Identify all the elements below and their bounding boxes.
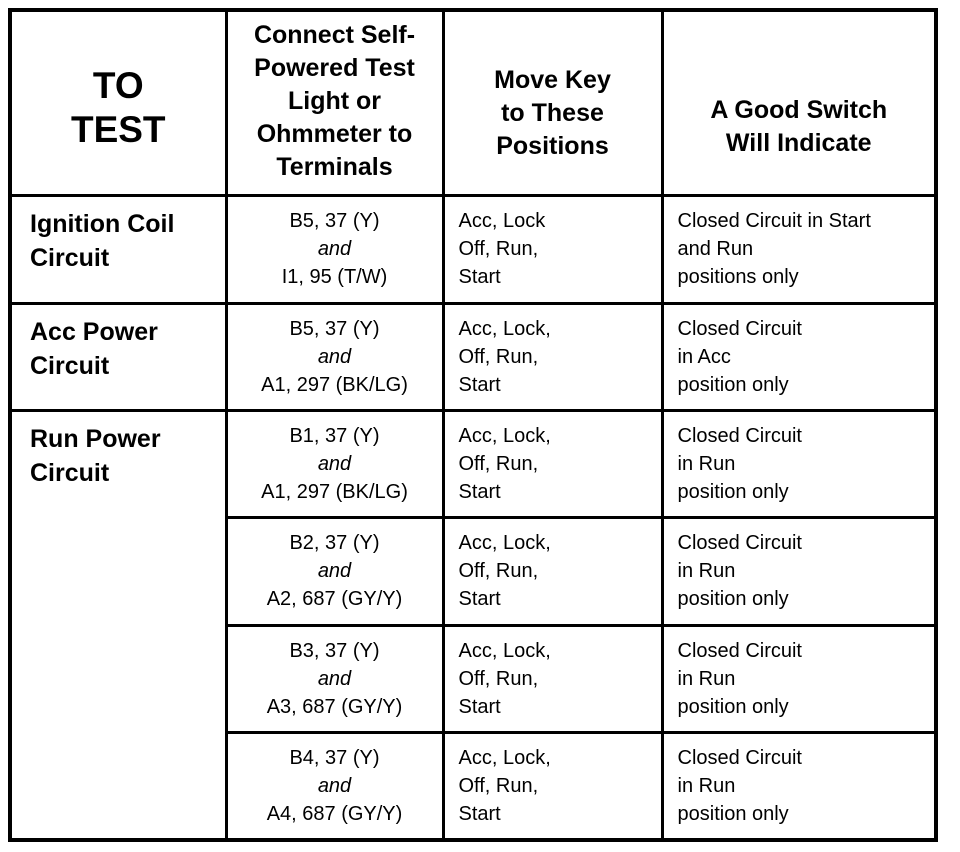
good-switch-indication: Closed Circuit in Acc position only	[677, 317, 802, 396]
header-to-test-label: TO TEST	[70, 65, 166, 151]
good-switch-indication: Closed Circuit in Run position only	[677, 424, 802, 503]
positions-cell	[443, 625, 662, 732]
header-connect-terminals	[226, 10, 443, 196]
terminal-a: B2, 37 (Y)	[289, 532, 380, 555]
indicate-cell	[662, 733, 936, 840]
indicate-cell	[662, 410, 936, 517]
terminal-a: B1, 37 (Y)	[289, 424, 380, 447]
positions-cell	[443, 518, 662, 625]
header-move-key	[443, 10, 662, 196]
good-switch-indication: Closed Circuit in Run position only	[677, 747, 802, 826]
terminal-a: B5, 37 (Y)	[289, 317, 380, 340]
terminals-cell	[226, 196, 443, 303]
key-positions: Acc, Lock, Off, Run, Start	[458, 747, 551, 826]
and-connector: and	[317, 775, 352, 798]
good-switch-indication: Closed Circuit in Start and Run positions only	[677, 210, 871, 289]
positions-cell	[443, 196, 662, 303]
indicate-cell	[662, 303, 936, 410]
test-name-cell	[10, 196, 226, 303]
indicate-cell	[662, 625, 936, 732]
table-row	[10, 303, 936, 410]
indicate-cell	[662, 518, 936, 625]
test-name: Acc Power Circuit	[30, 317, 158, 380]
and-connector: and	[317, 452, 352, 475]
header-to-test	[10, 10, 226, 196]
terminal-b: A2, 687 (GY/Y)	[266, 588, 403, 611]
terminals-cell	[226, 733, 443, 840]
terminal-b: A4, 687 (GY/Y)	[266, 803, 403, 826]
key-positions: Acc, Lock, Off, Run, Start	[458, 532, 551, 611]
header-connect-label: Connect Self- Powered Test Light or Ohmmeter to Terminals	[253, 20, 416, 181]
header-move-key-label: Move Key to These Positions	[494, 65, 611, 160]
header-good-switch	[662, 10, 936, 196]
terminal-b: A1, 297 (BK/LG)	[261, 480, 408, 503]
positions-cell	[443, 303, 662, 410]
test-name: Run Power Circuit	[30, 424, 161, 487]
and-connector: and	[317, 667, 352, 690]
terminal-a: B5, 37 (Y)	[289, 210, 380, 233]
and-connector: and	[317, 560, 352, 583]
indicate-cell	[662, 196, 936, 303]
terminals-cell	[226, 625, 443, 732]
and-connector: and	[317, 238, 352, 261]
terminals-cell	[226, 410, 443, 517]
good-switch-indication: Closed Circuit in Run position only	[677, 639, 802, 718]
table-row	[10, 196, 936, 303]
key-positions: Acc, Lock, Off, Run, Start	[458, 424, 551, 503]
header-good-switch-label: A Good Switch Will Indicate	[710, 96, 888, 158]
terminal-a: B4, 37 (Y)	[289, 747, 380, 770]
key-positions: Acc, Lock, Off, Run, Start	[458, 639, 551, 718]
key-positions: Acc, Lock, Off, Run, Start	[458, 317, 551, 396]
and-connector: and	[317, 345, 352, 368]
terminal-b: A3, 687 (GY/Y)	[266, 695, 403, 718]
terminal-b: I1, 95 (T/W)	[281, 266, 388, 289]
switch-test-table	[8, 8, 938, 842]
terminal-a: B3, 37 (Y)	[289, 639, 380, 662]
terminals-cell	[226, 518, 443, 625]
terminal-b: A1, 297 (BK/LG)	[261, 373, 408, 396]
test-name-cell	[10, 410, 226, 840]
test-name: Ignition Coil Circuit	[30, 210, 175, 273]
test-name-cell	[10, 303, 226, 410]
header-row	[10, 10, 936, 196]
positions-cell	[443, 410, 662, 517]
positions-cell	[443, 733, 662, 840]
terminals-cell	[226, 303, 443, 410]
table-row	[10, 410, 936, 517]
good-switch-indication: Closed Circuit in Run position only	[677, 532, 802, 611]
key-positions: Acc, Lock Off, Run, Start	[458, 210, 546, 289]
